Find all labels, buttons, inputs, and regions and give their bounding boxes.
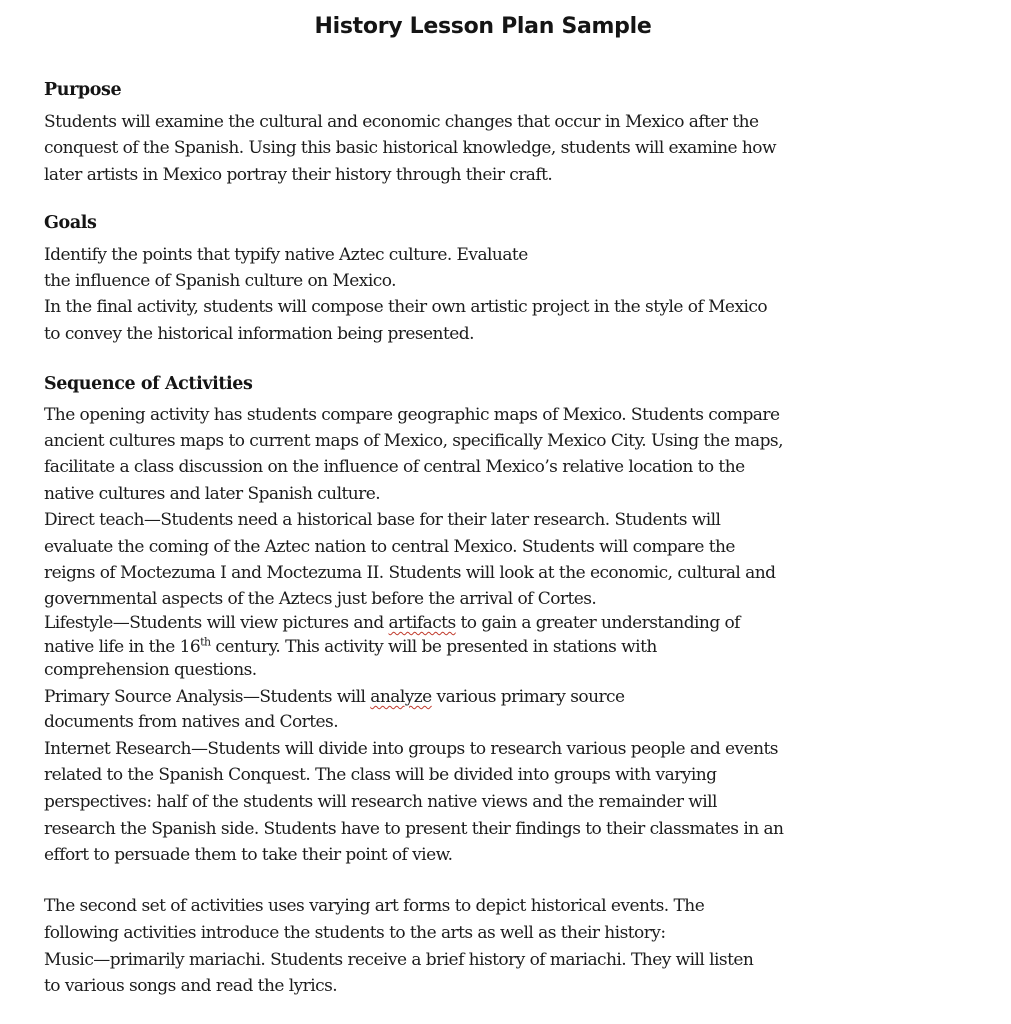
spellcheck-flagged-word[interactable]: artifacts [388,613,456,633]
goals-line: the influence of Spanish culture on Mexico. [44,271,396,291]
purpose-line: later artists in Mexico portray their history through their craft. [44,165,553,185]
primary-source-text: Primary Source Analysis—Students will [44,687,371,707]
heading-sequence-of-activities: Sequence of Activities [44,374,253,394]
lifestyle-line: comprehension questions. [44,660,257,680]
lifestyle-text: to gain a greater understanding of [455,613,740,633]
lifestyle-text: native life in the 16 [44,637,201,657]
internet-research-line: perspectives: half of the students will research native views and the remainder will [44,792,717,812]
direct-teach-line: reigns of Moctezuma I and Moctezuma II. Students will look at the economic, cultural and [44,563,776,583]
direct-teach-line: governmental aspects of the Aztecs just before the arrival of Cortes. [44,589,597,609]
goals-line: to convey the historical information being presented. [44,324,474,344]
purpose-line: conquest of the Spanish. Using this basic historical knowledge, students will examine how [44,138,776,158]
second-set-line: Music—primarily mariachi. Students receive a brief history of mariachi. They will listen [44,950,754,970]
heading-goals: Goals [44,213,97,233]
second-set-line: The second set of activities uses varying art forms to depict historical events. The [44,896,705,916]
second-set-line: to various songs and read the lyrics. [44,976,338,996]
lifestyle-text: century. This activity will be presented in stations with [210,637,657,657]
purpose-line: Students will examine the cultural and economic changes that occur in Mexico after the [44,112,759,132]
sequence-line: native cultures and later Spanish culture. [44,484,381,504]
primary-source-line [44,686,625,708]
primary-source-line: documents from natives and Cortes. [44,712,339,732]
second-set-line: following activities introduce the students to the arts as well as their history: [44,923,666,943]
goals-line: Identify the points that typify native Aztec culture. Evaluate [44,245,528,265]
lifestyle-line [44,612,740,634]
direct-teach-line: Direct teach—Students need a historical base for their later research. Students will [44,510,721,530]
sequence-line: facilitate a class discussion on the influence of central Mexico’s relative location to the [44,457,745,477]
heading-purpose: Purpose [44,80,122,100]
internet-research-line: research the Spanish side. Students have to present their findings to their classmates in an [44,819,784,839]
spellcheck-flagged-word[interactable]: analyze [370,687,432,707]
ordinal-superscript: th [200,635,211,649]
sequence-line: ancient cultures maps to current maps of Mexico, specifically Mexico City. Using the maps, [44,431,783,451]
lifestyle-text: Lifestyle—Students will view pictures and [44,613,389,633]
internet-research-line: related to the Spanish Conquest. The class will be divided into groups with varying [44,765,717,785]
primary-source-text: various primary source [431,687,625,707]
sequence-line: The opening activity has students compare geographic maps of Mexico. Students compare [44,405,780,425]
internet-research-line: Internet Research—Students will divide into groups to research various people and events [44,739,778,759]
direct-teach-line: evaluate the coming of the Aztec nation to central Mexico. Students will compare the [44,537,735,557]
goals-line: In the final activity, students will compose their own artistic project in the style of Mexico [44,297,768,317]
document-title: History Lesson Plan Sample [314,14,652,39]
internet-research-line: effort to persuade them to take their point of view. [44,845,453,865]
lifestyle-line [44,636,657,658]
